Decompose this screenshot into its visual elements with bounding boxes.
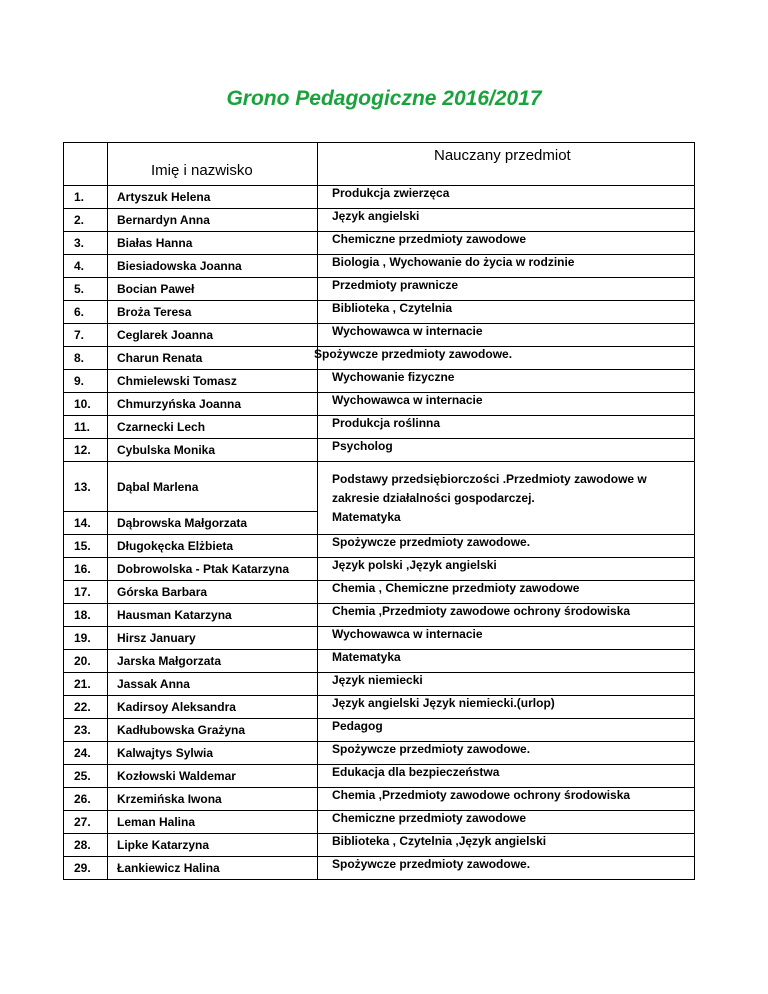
table-row [64, 558, 695, 581]
teacher-name: Hirsz January [108, 627, 318, 650]
row-number: 24. [64, 742, 108, 765]
teacher-name: Ceglarek Joanna [108, 324, 318, 347]
header-number-cell [64, 143, 108, 186]
teacher-subject [318, 324, 695, 347]
subject-text: Chemia ,Przedmioty zawodowe ochrony środowiska [332, 604, 631, 618]
row-number: 22. [64, 696, 108, 719]
subject-text: Biblioteka , Czytelnia ,Język angielski [332, 834, 547, 848]
subject-text: Wychowawca w internacie [332, 324, 483, 338]
subject-text: Produkcja zwierzęca [332, 186, 450, 200]
teacher-subject [318, 186, 695, 209]
table-row [64, 650, 695, 673]
row-number: 25. [64, 765, 108, 788]
staff-table [63, 142, 695, 880]
teacher-subject [318, 788, 695, 811]
teacher-subject [318, 255, 695, 278]
table-row [64, 278, 695, 301]
teacher-subject [318, 857, 695, 880]
row-number: 19. [64, 627, 108, 650]
subject-text: Chemia , Chemiczne przedmioty zawodowe [332, 581, 580, 595]
row-number: 28. [64, 834, 108, 857]
table-row [64, 255, 695, 278]
table-row [64, 788, 695, 811]
subject-text: Chemia ,Przedmioty zawodowe ochrony środowiska [332, 788, 631, 802]
teacher-name: Cybulska Monika [108, 439, 318, 462]
row-number: 12. [64, 439, 108, 462]
table-row [64, 742, 695, 765]
teacher-subject [318, 558, 695, 581]
subject-text: Chemiczne przedmioty zawodowe [332, 811, 527, 825]
table-row [64, 811, 695, 834]
row-number: 17. [64, 581, 108, 604]
teacher-subject [318, 811, 695, 834]
teacher-name: Krzemińska Iwona [108, 788, 318, 811]
subject-line: zakresie działalności gospodarczej. [332, 490, 535, 505]
row-number: 2. [64, 209, 108, 232]
header-subject: Nauczany przedmiot [318, 143, 695, 186]
teacher-subject [318, 232, 695, 255]
teacher-name: Hausman Katarzyna [108, 604, 318, 627]
teacher-name: Białas Hanna [108, 232, 318, 255]
subject-text: Biologia , Wychowanie do życia w rodzinie [332, 255, 575, 269]
subject-text: Język angielski [332, 209, 420, 223]
row-number: 3. [64, 232, 108, 255]
table-row [64, 604, 695, 627]
teacher-name: Kozłowski Waldemar [108, 765, 318, 788]
teacher-subject [318, 439, 695, 462]
row-number: 15. [64, 535, 108, 558]
subject-text: Język polski ,Język angielski [332, 558, 497, 572]
table-row [64, 857, 695, 880]
teacher-name: Broża Teresa [108, 301, 318, 324]
teacher-subject [318, 650, 695, 673]
teacher-name: Leman Halina [108, 811, 318, 834]
teacher-subject [318, 673, 695, 696]
document-title: Grono Pedagogiczne 2016/2017 [226, 87, 542, 110]
subject-text: Wychowawca w internacie [332, 393, 483, 407]
teacher-subject [318, 581, 695, 604]
teacher-name: Długokęcka Elżbieta [108, 535, 318, 558]
table-row [64, 232, 695, 255]
table-row [64, 673, 695, 696]
teacher-subject [318, 696, 695, 719]
teacher-name: Kadłubowska Grażyna [108, 719, 318, 742]
teacher-subject [318, 209, 695, 232]
row-number: 7. [64, 324, 108, 347]
subject-text: Biblioteka , Czytelnia [332, 301, 453, 315]
table-row [64, 462, 695, 512]
teacher-name: Łankiewicz Halina [108, 857, 318, 880]
subject-text: Spożywcze przedmioty zawodowe. [332, 742, 531, 756]
table-row [64, 581, 695, 604]
teacher-subject [318, 742, 695, 765]
row-number: 11. [64, 416, 108, 439]
teacher-name: Dąbal Marlena [108, 462, 318, 512]
teacher-subject [318, 370, 695, 393]
subject-text: Matematyka [332, 650, 401, 664]
row-number: 5. [64, 278, 108, 301]
subject-text: Chemiczne przedmioty zawodowe [332, 232, 527, 246]
teacher-subject [318, 765, 695, 788]
teacher-subject [318, 462, 695, 535]
row-number: 23. [64, 719, 108, 742]
row-number: 4. [64, 255, 108, 278]
teacher-name: Dąbrowska Małgorzata [108, 512, 318, 535]
subject-text: Wychowanie fizyczne [332, 370, 455, 384]
subject-text: Pedagog [332, 719, 383, 733]
subject-line: Podstawy przedsiębiorczości .Przedmioty zawodowe w [332, 471, 647, 486]
table-row [64, 696, 695, 719]
subject-line: Matematyka [332, 509, 401, 524]
teacher-name: Czarnecki Lech [108, 416, 318, 439]
table-row [64, 719, 695, 742]
table-row [64, 301, 695, 324]
teacher-subject [318, 301, 695, 324]
row-number: 14. [64, 512, 108, 535]
teacher-name: Charun Renata [108, 347, 318, 370]
teacher-subject [318, 834, 695, 857]
table-row [64, 324, 695, 347]
subject-text: Spożywcze przedmioty zawodowe. [314, 347, 513, 361]
teacher-name: Kalwajtys Sylwia [108, 742, 318, 765]
teacher-name: Biesiadowska Joanna [108, 255, 318, 278]
subject-text: Psycholog [332, 439, 393, 453]
row-number: 20. [64, 650, 108, 673]
table-row [64, 765, 695, 788]
teacher-name: Chmurzyńska Joanna [108, 393, 318, 416]
subject-text: Język angielski Język niemiecki.(urlop) [332, 696, 555, 710]
teacher-name: Bocian Paweł [108, 278, 318, 301]
teacher-name: Dobrowolska - Ptak Katarzyna [108, 558, 318, 581]
table-row [64, 834, 695, 857]
row-number: 13. [64, 462, 108, 512]
subject-text: Spożywcze przedmioty zawodowe. [332, 857, 531, 871]
row-number: 16. [64, 558, 108, 581]
row-number: 27. [64, 811, 108, 834]
row-number: 26. [64, 788, 108, 811]
teacher-name: Artyszuk Helena [108, 186, 318, 209]
row-number: 10. [64, 393, 108, 416]
table-row [64, 209, 695, 232]
teacher-name: Kadirsoy Aleksandra [108, 696, 318, 719]
table-row [64, 347, 695, 370]
table-row [64, 416, 695, 439]
table-row [64, 370, 695, 393]
teacher-subject [318, 627, 695, 650]
subject-text: Wychowawca w internacie [332, 627, 483, 641]
table-header-row [64, 143, 695, 186]
teacher-subject [318, 278, 695, 301]
table-row [64, 393, 695, 416]
subject-text: Edukacja dla bezpieczeństwa [332, 765, 500, 779]
table-row [64, 439, 695, 462]
teacher-subject [314, 347, 695, 370]
teacher-name: Górska Barbara [108, 581, 318, 604]
teacher-name: Bernardyn Anna [108, 209, 318, 232]
subject-text: Produkcja roślinna [332, 416, 441, 430]
table-row [64, 186, 695, 209]
row-number: 9. [64, 370, 108, 393]
header-name: Imię i nazwisko [108, 143, 318, 186]
teacher-subject [318, 416, 695, 439]
table-row [64, 627, 695, 650]
row-number: 18. [64, 604, 108, 627]
subject-text: Język niemiecki [332, 673, 423, 687]
teacher-subject [318, 393, 695, 416]
row-number: 6. [64, 301, 108, 324]
teacher-name: Jarska Małgorzata [108, 650, 318, 673]
teacher-name: Jassak Anna [108, 673, 318, 696]
teacher-name: Chmielewski Tomasz [108, 370, 318, 393]
row-number: 8. [64, 347, 108, 370]
table-row [64, 535, 695, 558]
row-number: 1. [64, 186, 108, 209]
subject-text: Przedmioty prawnicze [332, 278, 459, 292]
teacher-subject [318, 604, 695, 627]
row-number: 21. [64, 673, 108, 696]
teacher-subject [318, 535, 695, 558]
subject-text: Spożywcze przedmioty zawodowe. [332, 535, 531, 549]
teacher-subject [318, 719, 695, 742]
row-number: 29. [64, 857, 108, 880]
teacher-name: Lipke Katarzyna [108, 834, 318, 857]
